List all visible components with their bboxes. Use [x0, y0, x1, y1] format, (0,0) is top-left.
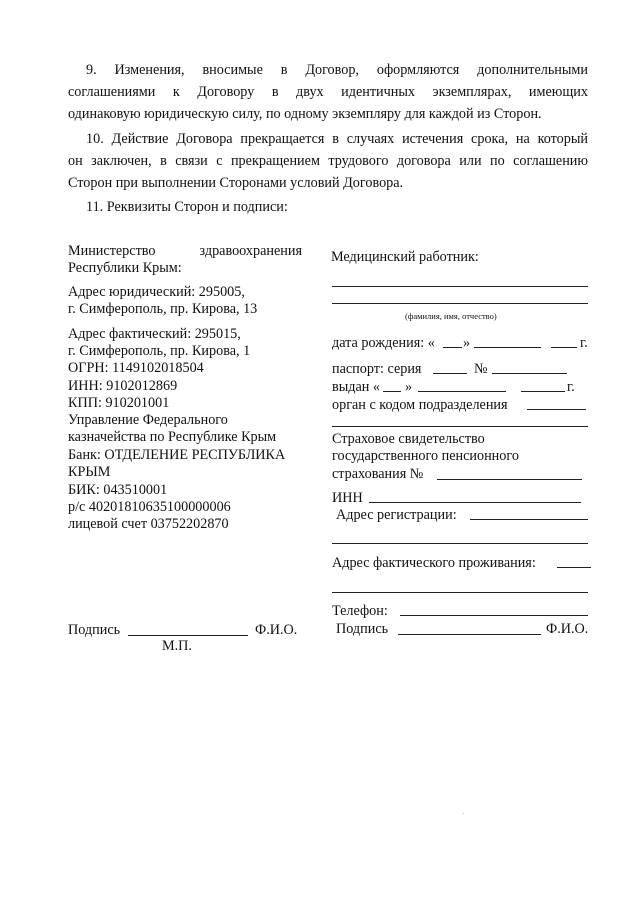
right-reg-address-line-1[interactable]	[470, 519, 588, 520]
p9-line-1: 9. Изменения, вносимые в Договор, оформляются дополнительными	[86, 62, 588, 78]
right-dob-label: дата рождения: «	[332, 335, 435, 351]
right-insurance-1: Страховое свидетельство	[332, 431, 485, 447]
right-name-line-1[interactable]	[332, 286, 588, 287]
right-insurance-2: государственного пенсионного	[332, 448, 519, 464]
right-passport-no-label: №	[474, 361, 488, 377]
left-sign-label: Подпись	[68, 622, 121, 638]
left-bik: БИК: 043510001	[68, 482, 168, 498]
right-insurance-number-line[interactable]	[437, 479, 582, 480]
left-sign-line[interactable]	[128, 635, 248, 636]
left-org-line-2: Республики Крым:	[68, 260, 182, 276]
left-bank-2: КРЫМ	[68, 464, 111, 480]
scan-speck: ·	[462, 810, 465, 818]
right-passport-series-line[interactable]	[433, 373, 467, 374]
right-dob-close: »	[463, 335, 471, 351]
p10-line-1: 10. Действие Договора прекращается в случаях истечения срока, на который	[86, 131, 588, 147]
left-org-word-1: Министерство	[68, 243, 156, 259]
left-org-line-1	[68, 242, 302, 260]
p9-line-3: одинаковую юридическую силу, по одному экземпляру для каждой из Сторон.	[68, 106, 542, 122]
left-legal-address-2: г. Симферополь, пр. Кирова, 13	[68, 301, 258, 317]
right-name-line-2[interactable]	[332, 303, 588, 304]
right-sign-label: Подпись	[336, 621, 389, 637]
left-actual-address-2: г. Симферополь, пр. Кирова, 1	[68, 343, 251, 359]
right-reg-address-line-2[interactable]	[332, 543, 588, 544]
left-bank-1: Банк: ОТДЕЛЕНИЕ РЕСПУБЛИКА	[68, 447, 286, 463]
paragraph-10	[68, 128, 588, 194]
left-actual-address-1: Адрес фактический: 295015,	[68, 326, 241, 342]
right-name-caption: (фамилия, имя, отчество)	[405, 311, 497, 321]
left-kpp: КПП: 910201001	[68, 395, 170, 411]
left-org-word-2: здравоохранения	[199, 243, 302, 259]
paragraph-9	[68, 59, 588, 125]
right-issued-day-line[interactable]	[383, 391, 401, 392]
left-fio-label: Ф.И.О.	[255, 622, 298, 638]
right-phone-label: Телефон:	[332, 603, 388, 619]
right-dob-day-line[interactable]	[443, 347, 462, 348]
right-phone-line[interactable]	[400, 615, 588, 616]
right-issued-close: »	[405, 379, 413, 395]
left-account: р/с 40201810635100000006	[68, 499, 231, 515]
right-issued-month-line[interactable]	[418, 391, 506, 392]
p10-line-2: он заключен, в связи с прекращением трудового договора или по соглашению	[68, 153, 588, 169]
left-stamp: М.П.	[162, 638, 192, 654]
right-actual-address-line-2[interactable]	[332, 592, 588, 593]
p9-line-2: соглашениями к Договору в двух идентичных экземплярах, имеющих	[68, 84, 588, 100]
right-reg-address-label: Адрес регистрации:	[336, 507, 457, 523]
right-authority-line-2[interactable]	[332, 426, 588, 427]
right-passport-number-line[interactable]	[492, 373, 567, 374]
right-sign-line[interactable]	[398, 634, 541, 635]
left-treasury-1: Управление Федерального	[68, 412, 228, 428]
right-inn-line[interactable]	[369, 502, 581, 503]
paragraph-11	[68, 196, 588, 218]
p11-line: 11. Реквизиты Сторон и подписи:	[86, 199, 288, 215]
right-authority-label: орган с кодом подразделения	[332, 397, 508, 413]
p10-line-3: Сторон при выполнении Сторонами условий Договора.	[68, 175, 404, 191]
left-legal-address-1: Адрес юридический: 295005,	[68, 284, 245, 300]
right-insurance-3: страхования №	[332, 466, 424, 482]
left-ogrn: ОГРН: 1149102018504	[68, 360, 204, 376]
right-dob-month-line[interactable]	[474, 347, 541, 348]
right-issued-label: выдан «	[332, 379, 380, 395]
right-dob-year-line[interactable]	[551, 347, 577, 348]
right-inn-label: ИНН	[332, 490, 363, 506]
right-passport-label: паспорт: серия	[332, 361, 422, 377]
right-issued-year-suffix: г.	[567, 379, 575, 395]
right-actual-address-line-1[interactable]	[557, 567, 591, 568]
right-title: Медицинский работник:	[331, 249, 479, 265]
right-actual-address-label: Адрес фактического проживания:	[332, 555, 536, 571]
right-fio-label: Ф.И.О.	[546, 621, 589, 637]
right-authority-code-line[interactable]	[527, 409, 586, 410]
right-dob-year-suffix: г.	[580, 335, 588, 351]
left-inn: ИНН: 9102012869	[68, 378, 178, 394]
right-issued-year-line[interactable]	[521, 391, 565, 392]
left-personal-account: лицевой счет 03752202870	[68, 516, 229, 532]
left-treasury-2: казначейства по Республике Крым	[68, 429, 277, 445]
